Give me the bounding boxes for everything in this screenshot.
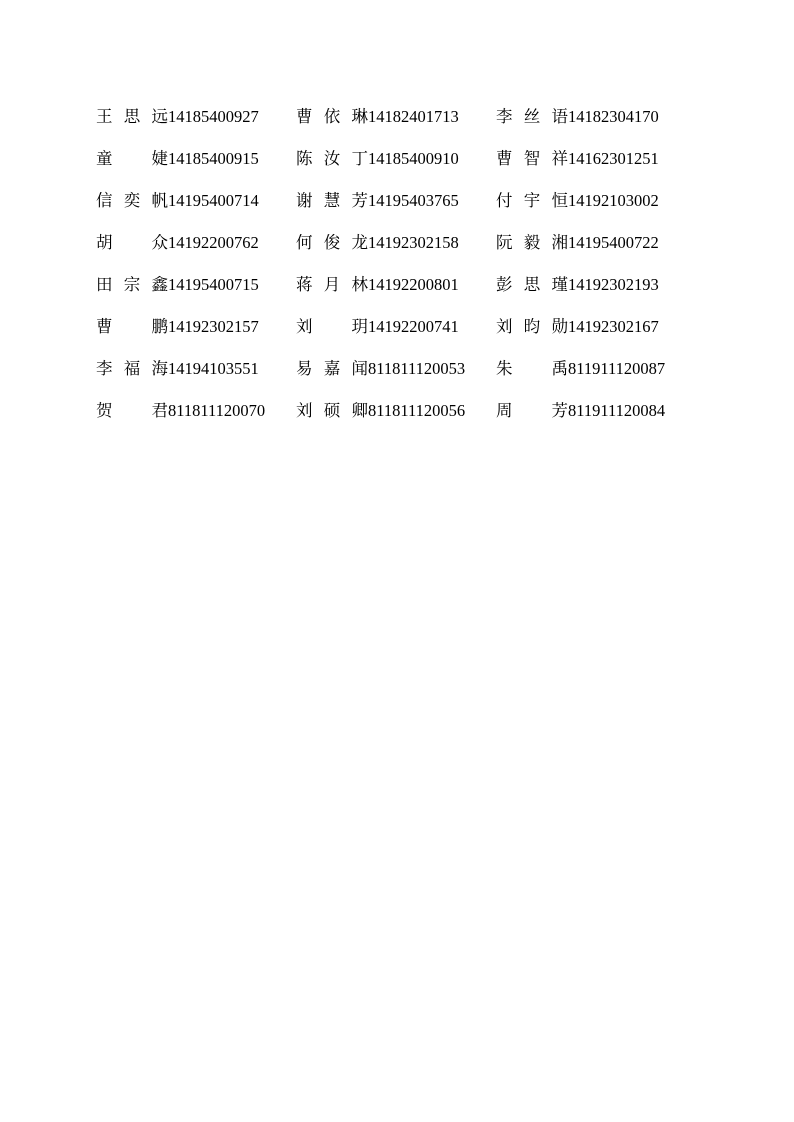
- student-name: 田宗鑫: [96, 275, 168, 294]
- student-number: 811911120084: [568, 401, 666, 420]
- table-row: [96, 96, 706, 138]
- student-number: 14194103551: [168, 359, 259, 378]
- student-name: 彭思瑾: [496, 275, 568, 294]
- student-name: 付宇恒: [496, 191, 568, 210]
- student-name: 王思远: [96, 107, 168, 126]
- student-number: 14192302167: [568, 317, 659, 336]
- student-number: 811811120053: [368, 359, 466, 378]
- student-number: 14192302193: [568, 275, 659, 294]
- student-name: 蒋月林: [296, 275, 368, 294]
- table-row: [96, 180, 706, 222]
- roster-content: [96, 96, 700, 432]
- student-name: 何俊龙: [296, 233, 368, 252]
- student-number: 14195400722: [568, 233, 659, 252]
- student-name: 朱 禹: [496, 359, 568, 378]
- student-name: 刘 玥: [296, 317, 368, 336]
- student-number: 14192200741: [368, 317, 459, 336]
- student-name: 李丝语: [496, 107, 568, 126]
- student-number: 14182304170: [568, 107, 659, 126]
- student-number: 811811120056: [368, 401, 466, 420]
- student-name: 刘昀勋: [496, 317, 568, 336]
- table-row: [96, 138, 706, 180]
- student-number: 14192302158: [368, 233, 459, 252]
- student-number: 14185400927: [168, 107, 259, 126]
- student-name: 曹智祥: [496, 149, 568, 168]
- student-number: 14192103002: [568, 191, 659, 210]
- student-number: 14195400714: [168, 191, 259, 210]
- student-name: 信奕帆: [96, 191, 168, 210]
- student-number: 14185400910: [368, 149, 459, 168]
- student-number: 811911120087: [568, 359, 666, 378]
- student-name: 易嘉闻: [296, 359, 368, 378]
- student-roster-table: [96, 96, 706, 432]
- student-name: 陈汝丁: [296, 149, 368, 168]
- student-number: 14192200762: [168, 233, 259, 252]
- student-number: 14162301251: [568, 149, 659, 168]
- table-row: [96, 348, 706, 390]
- student-number: 14195400715: [168, 275, 259, 294]
- student-name: 周 芳: [496, 401, 568, 420]
- table-row: [96, 222, 706, 264]
- student-name: 谢慧芳: [296, 191, 368, 210]
- student-number: 811811120070: [168, 401, 266, 420]
- table-row: [96, 390, 706, 432]
- student-name: 童 婕: [96, 149, 168, 168]
- roster-body: [96, 96, 706, 432]
- student-number: 14195403765: [368, 191, 459, 210]
- table-row: [96, 264, 706, 306]
- student-name: 曹 鹏: [96, 317, 168, 336]
- student-name: 刘硕卿: [296, 401, 368, 420]
- student-number: 14182401713: [368, 107, 459, 126]
- student-name: 胡 众: [96, 233, 168, 252]
- student-number: 14192302157: [168, 317, 259, 336]
- student-number: 14192200801: [368, 275, 459, 294]
- student-name: 曹依琳: [296, 107, 368, 126]
- student-number: 14185400915: [168, 149, 259, 168]
- student-name: 李福海: [96, 359, 168, 378]
- student-name: 阮毅湘: [496, 233, 568, 252]
- student-name: 贺 君: [96, 401, 168, 420]
- table-row: [96, 306, 706, 348]
